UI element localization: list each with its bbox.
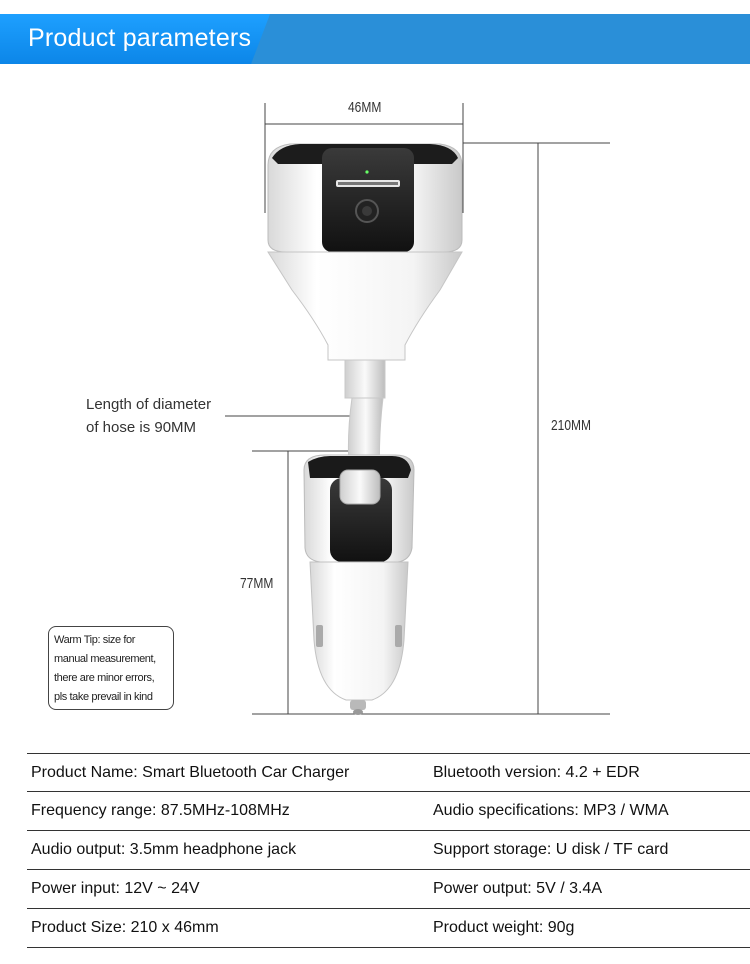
spec-product-size: Product Size: 210 x 46mm: [31, 919, 219, 936]
hose-label-line1: Length of diameter: [86, 396, 212, 413]
warm-tip-line: manual measurement,: [54, 653, 156, 665]
spec-product-weight: Product weight: 90g: [433, 919, 575, 936]
spec-row: [27, 792, 750, 831]
spec-audio-specifications: Audio specifications: MP3 / WMA: [433, 802, 669, 819]
width-dimension-label: 46MM: [348, 99, 382, 116]
spec-bluetooth-version: Bluetooth version: 4.2 + EDR: [433, 764, 640, 781]
page-title: Product parameters: [28, 24, 252, 52]
height-dimension-label: 210MM: [551, 417, 592, 434]
warm-tip-line: Warm Tip: size for: [54, 634, 136, 646]
spec-power-output: Power output: 5V / 3.4A: [433, 880, 602, 897]
warm-tip-line: pls take prevail in kind: [54, 691, 153, 703]
spec-power-input: Power input: 12V ~ 24V: [31, 880, 200, 897]
warm-tip-line: there are minor errors,: [54, 672, 155, 684]
spec-audio-output: Audio output: 3.5mm headphone jack: [31, 841, 297, 858]
hose-label-line2: of hose is 90MM: [86, 419, 197, 436]
spec-table: [27, 753, 750, 948]
product-dimension-figure: [0, 67, 750, 757]
spec-row: [27, 870, 750, 909]
spec-row: [27, 909, 750, 948]
base-height-dimension-label: 77MM: [240, 575, 274, 592]
spec-frequency-range: Frequency range: 87.5MHz-108MHz: [31, 802, 290, 819]
warm-tip-box: [48, 626, 174, 710]
spec-product-name: Product Name: Smart Bluetooth Car Charger: [31, 764, 350, 781]
spec-row: [27, 753, 750, 792]
charger-base: [304, 455, 414, 715]
spec-row: [27, 831, 750, 870]
header-banner: [0, 0, 750, 67]
charger-head: [268, 144, 462, 360]
spec-support-storage: Support storage: U disk / TF card: [433, 841, 669, 858]
